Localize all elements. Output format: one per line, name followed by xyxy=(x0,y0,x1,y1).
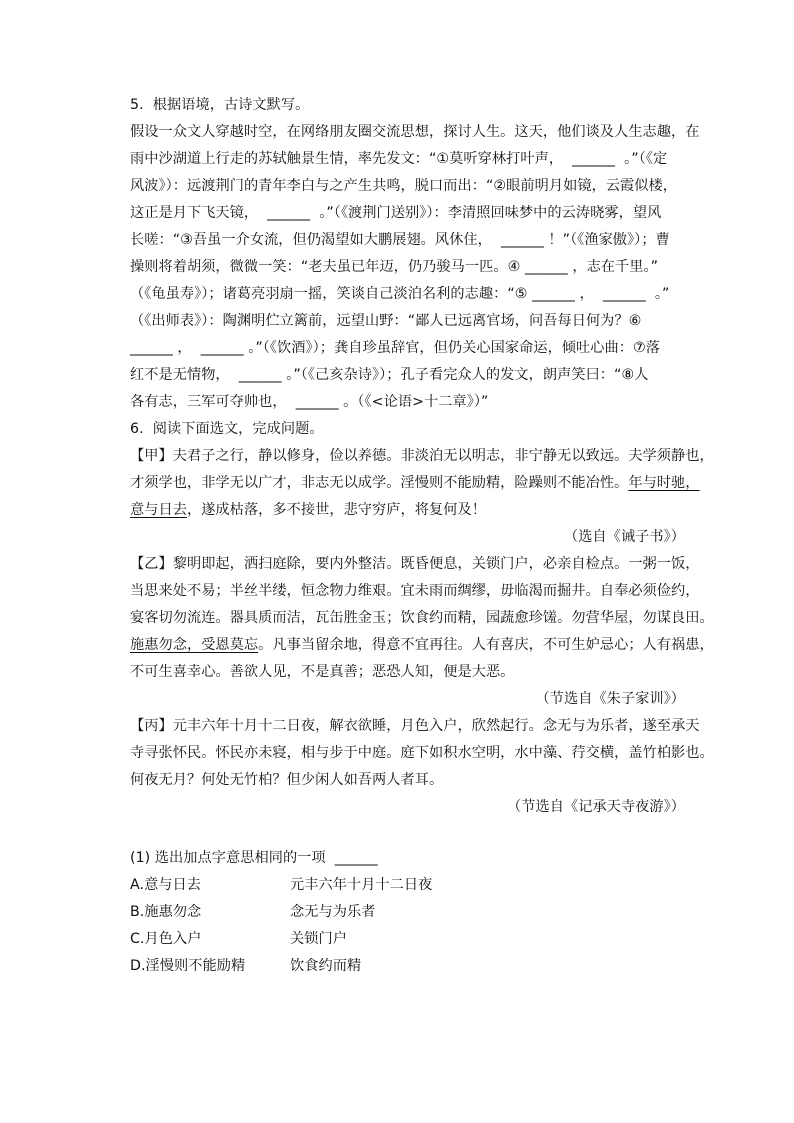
passage-line: 【甲】夫君子之行，静以修身，俭以养德。非淡泊无以明志，非宁静无以致远。夫学须静也， xyxy=(130,448,714,464)
spacer xyxy=(130,821,710,845)
option-right: 关锁门户 xyxy=(290,931,347,947)
option-right: 念无与为乐者 xyxy=(290,904,376,920)
underlined-phrase: 意与日去 xyxy=(130,502,187,518)
passage-line xyxy=(130,497,710,524)
option-row xyxy=(130,899,710,926)
source-citation: （选自《诫子书》） xyxy=(563,529,685,545)
sub-question-1 xyxy=(130,845,710,980)
passage-line: 寺寻张怀民。怀民亦未寝，相与步于中庭。庭下如积水空明，水中藻、荇交横，盖竹柏影也。 xyxy=(130,745,714,761)
q5-text-line: （《龟虽寿》）；诸葛亮羽扇一摇，笑谈自己淡泊名利的志趣：“⑤ ______ ， ______ 。” xyxy=(130,286,670,302)
passage-line: 当思来处不易；半丝半缕，恒念物力维艰。宜未雨而绸缪，毋临渴而掘井。自奉必须俭约， xyxy=(130,583,700,599)
source-citation: （节选自《记承天寺夜游》） xyxy=(507,799,685,815)
q5-text-line: （《出师表》）：陶渊明伫立篱前，远望山野：“鄙人已远离官场，问吾每日何为？⑥ xyxy=(130,313,642,329)
q5-text-line: 风波》）：远渡荆门的青年李白与之产生共鸣，脱口而出：“②眼前明月如镜，云霞似楼， xyxy=(130,178,677,194)
option-right: 饮食约而精 xyxy=(290,958,362,974)
q5-text-line: 红不是无情物， ______ 。”（《己亥杂诗》）；孔子看完众人的发文，朗声笑曰：“⑧人 xyxy=(130,367,649,383)
passage-text: ，遂成枯落，多不接世，悲守穷庐，将复何及！ xyxy=(186,502,486,518)
source-citation: （节选自《朱子家训》） xyxy=(535,691,685,707)
option-left: C.月色入户 xyxy=(130,931,202,947)
q5-text-line: 这正是月下飞天镜， ______ 。”（《渡荆门送别》）：李清照回味梦中的云涛晓雾，望风 xyxy=(130,205,662,221)
passage-bing xyxy=(130,713,714,821)
passage-line: 何夜无月？何处无竹柏？但少闲人如吾两人者耳。 xyxy=(130,772,444,788)
passage-text: 才须学也，非学无以广才，非志无以成学。淫慢则不能励精，险躁则不能冶性。 xyxy=(130,475,629,491)
q6-title: 6. 阅读下面选文，完成问题。 xyxy=(130,421,324,437)
passage-yi xyxy=(130,551,714,713)
option-left: B.施惠勿念 xyxy=(130,904,202,920)
passage-line: 【丙】元丰六年十月十二日夜，解衣欲睡，月色入户，欣然起行。念无与为乐者，遂至承天 xyxy=(130,718,700,734)
option-row xyxy=(130,872,710,899)
option-right: 元丰六年十月十二日夜 xyxy=(290,877,433,893)
q5-title: 5. 根据语境，古诗文默写。 xyxy=(130,97,310,113)
q5-text-line: 假设一众文人穿越时空，在网络朋友圈交流思想，探讨人生。这天，他们谈及人生志趣，在 xyxy=(130,124,700,140)
underlined-phrase: 年与时驰， xyxy=(628,475,700,491)
passage-line: 宴客切勿流连。器具质而洁，瓦缶胜金玉；饮食约而精，园蔬愈珍馐。勿营华屋，勿谋良田。 xyxy=(130,610,714,626)
passage-line: 不可生喜幸心。善欲人见，不是真善；恶恐人知，便是大恶。 xyxy=(130,664,515,680)
q5-text-line: 操则将着胡须，微微一笑：“老夫虽已年迈，仍乃骏马一匹。④ ______ ，志在千里。” xyxy=(130,259,659,275)
option-row xyxy=(130,926,710,953)
q5-text-line: 长嗟：“③吾虽一介女流，但仍渴望如大鹏展翅。风休住， ______ ！”（《渔家傲》）；曹 xyxy=(130,232,670,248)
question-5 xyxy=(130,92,710,416)
document-page xyxy=(130,92,714,980)
passage-jia xyxy=(130,443,714,551)
passage-line xyxy=(130,470,710,497)
q5-text-line: ______ ， ______ 。”（《饮酒》）；龚自珍虽辞官，但仍关心国家命运，倾吐心曲：⑦落 xyxy=(130,340,660,356)
option-left: D.淫慢则不能励精 xyxy=(130,958,246,974)
sub-question-text: (1) 选出加点字意思相同的一项 ______ xyxy=(130,850,378,866)
underlined-phrase: 施惠勿念，受恩莫忘 xyxy=(130,637,259,653)
option-row xyxy=(130,953,710,980)
q5-text-line: 各有志，三军可夺帅也， ______ 。（《<论语>十二章》）” xyxy=(130,394,489,410)
passage-text: 。凡事当留余地，得意不宜再往。人有喜庆，不可生妒忌心；人有祸患， xyxy=(258,637,714,653)
q5-text-line: 雨中沙湖道上行走的苏轼触景生情，率先发文：“①莫听穿林打叶声， ______ 。”（《定 xyxy=(130,151,668,167)
option-left: A.意与日去 xyxy=(130,877,202,893)
passage-line xyxy=(130,632,714,659)
question-6 xyxy=(130,416,714,980)
passage-line: 【乙】黎明即起，洒扫庭除，要内外整洁。既昏便息，关锁门户，必亲自检点。一粥一饭， xyxy=(130,556,700,572)
